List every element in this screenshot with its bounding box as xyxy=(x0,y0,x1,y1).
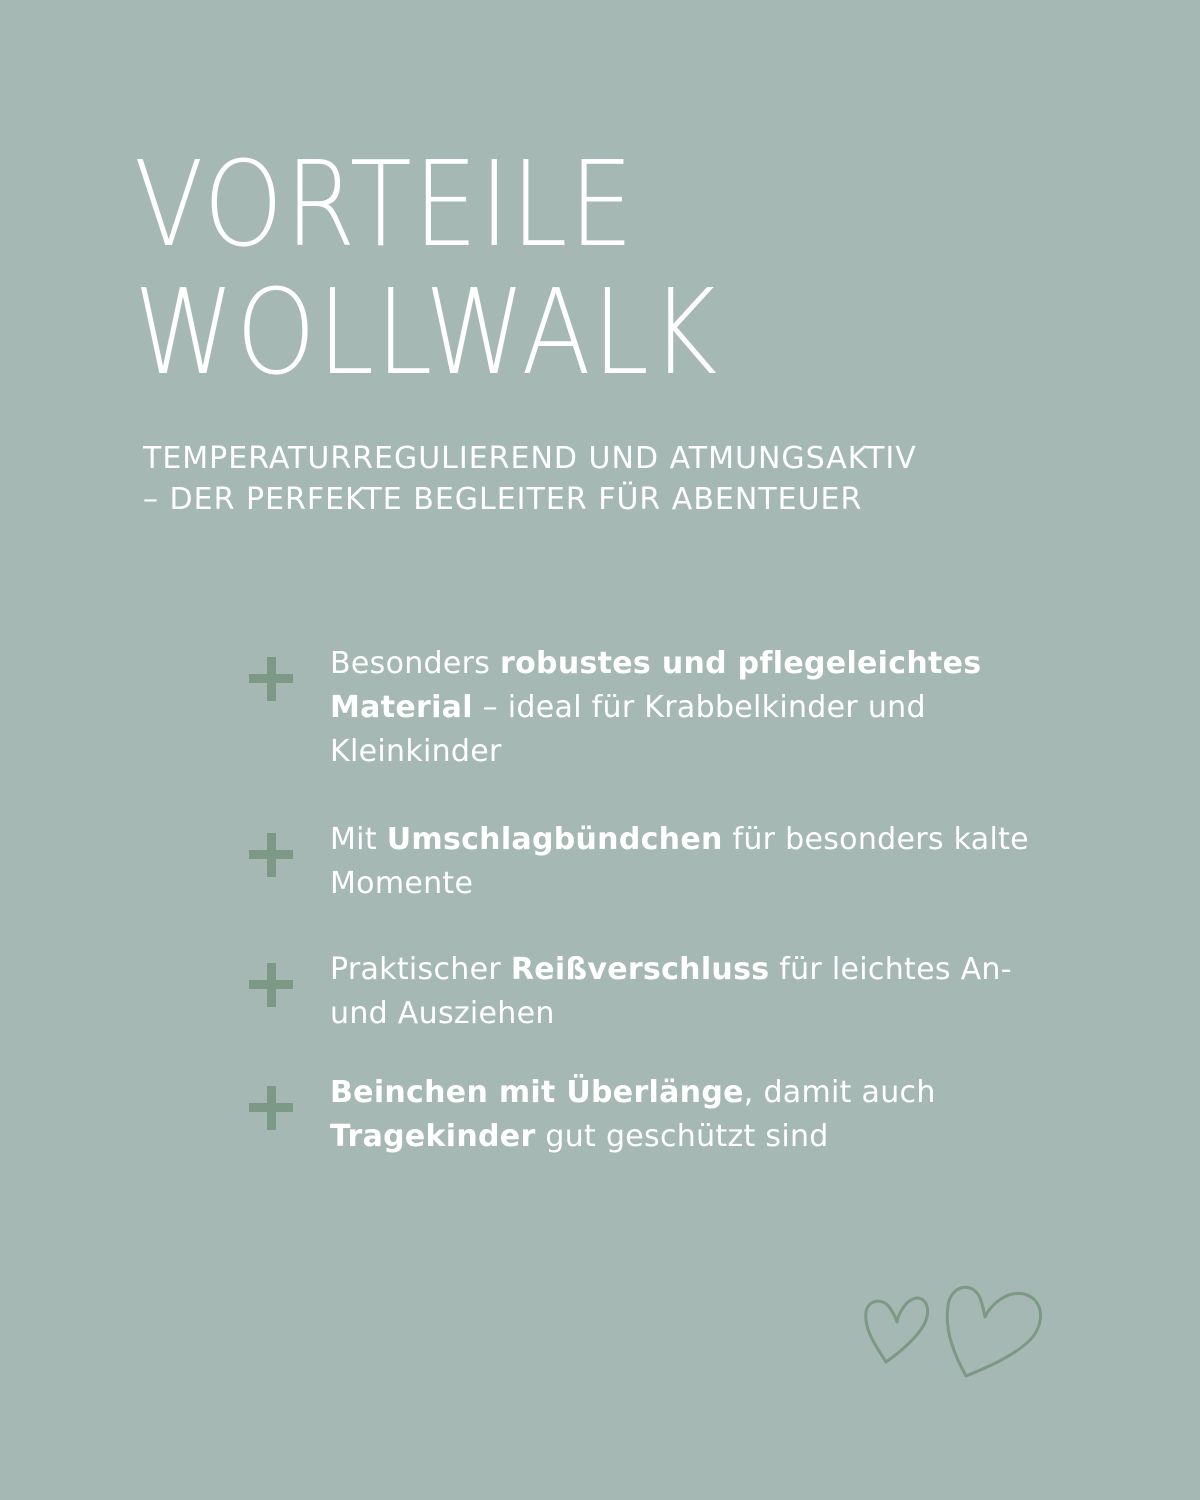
benefit-item-zipper xyxy=(246,948,1076,1071)
benefit-text: Mit Umschlagbündchen für besonders kalte Momente xyxy=(330,822,1029,901)
small-heart-icon xyxy=(866,1298,928,1362)
benefit-highlight: Umschlagbündchen xyxy=(386,822,723,857)
large-heart-icon xyxy=(947,1287,1040,1376)
plus-icon xyxy=(249,963,293,1007)
benefit-item-legs xyxy=(246,1071,1076,1159)
plus-icon xyxy=(249,657,293,701)
subtitle xyxy=(143,438,1063,520)
benefit-text: Praktischer Reißverschluss für leichtes An- und Ausziehen xyxy=(330,952,1012,1031)
benefit-text: Beinchen mit Überlänge, damit auch Tragekinder gut geschützt sind xyxy=(330,1075,936,1154)
benefit-highlight: Tragekinder xyxy=(330,1119,536,1154)
title-line-1: VORTEILE xyxy=(134,135,636,273)
benefit-highlight: Reißverschluss xyxy=(510,952,770,987)
hearts-icon xyxy=(860,1270,1050,1385)
benefit-text: Besonders robustes und pflegeleichtes Material – ideal für Krabbelkinder und Kleinkinder xyxy=(330,646,982,769)
benefit-highlight: robustes und pflegeleichtes Material xyxy=(330,646,982,725)
title-line-2: WOLLWALK xyxy=(134,263,720,401)
benefit-item-material xyxy=(246,642,1076,818)
benefit-item-cuffs xyxy=(246,818,1076,948)
plus-icon xyxy=(249,1086,293,1130)
subtitle-line-1: TEMPERATURREGULIEREND UND ATMUNGSAKTIV xyxy=(143,441,917,476)
benefit-highlight: Beinchen mit Überlänge xyxy=(330,1075,744,1110)
plus-icon xyxy=(249,833,293,877)
subtitle-line-2: – DER PERFEKTE BEGLEITER FÜR ABENTEUER xyxy=(143,482,863,517)
page-title xyxy=(134,135,720,401)
benefit-list xyxy=(246,642,1076,1159)
